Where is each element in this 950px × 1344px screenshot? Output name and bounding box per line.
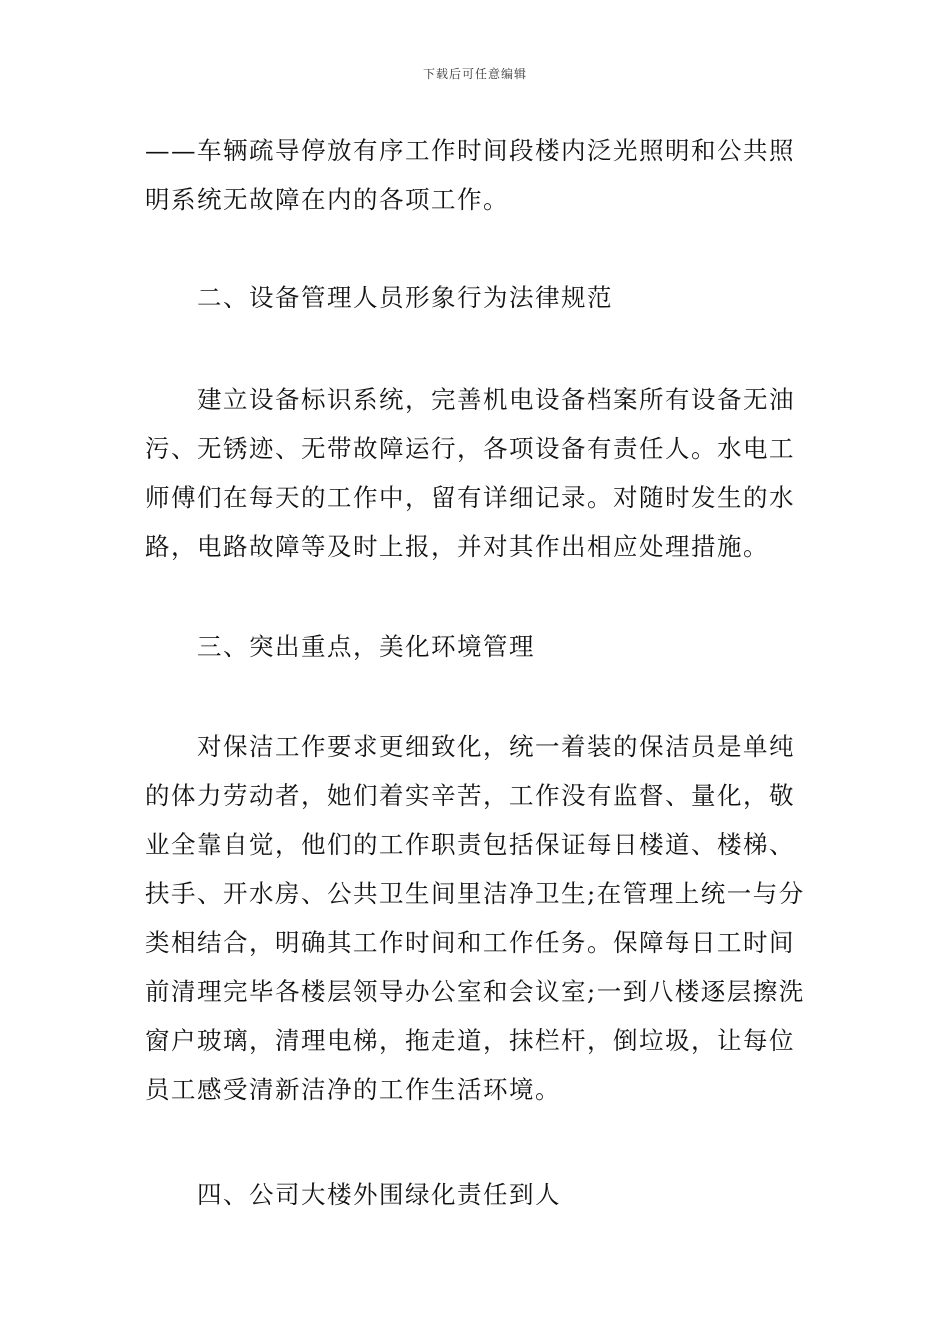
section-heading-4: 四、公司大楼外围绿化责任到人	[197, 1180, 561, 1209]
paragraph-line: 建立设备标识系统，完善机电设备档案所有设备无油	[197, 385, 795, 414]
paragraph-line: 路，电路故障等及时上报，并对其作出相应处理措施。	[145, 532, 769, 561]
intro-paragraph	[145, 126, 810, 224]
section-3-paragraph	[145, 722, 810, 1114]
paragraph-line: 员工感受清新洁净的工作生活环境。	[145, 1075, 561, 1104]
paragraph-line: 的体力劳动者，她们着实辛苦，工作没有监督、量化，敬	[145, 781, 795, 810]
paragraph-line: 明系统无故障在内的各项工作。	[145, 185, 509, 214]
paragraph-line: 类相结合，明确其工作时间和工作任务。保障每日工时间	[145, 928, 795, 957]
section-heading-2: 二、设备管理人员形象行为法律规范	[197, 283, 613, 312]
page-header: 下载后可任意编辑	[422, 67, 527, 81]
paragraph-line: 窗户玻璃，清理电梯，拖走道，抹栏杆，倒垃圾，让每位	[145, 1026, 795, 1055]
section-2-paragraph	[145, 375, 810, 571]
paragraph-line: 前清理完毕各楼层领导办公室和会议室;一到八楼逐层擦洗	[145, 977, 805, 1006]
section-heading-3: 三、突出重点，美化环境管理	[197, 632, 535, 661]
paragraph-line: ——车辆疏导停放有序工作时间段楼内泛光照明和公共照	[145, 136, 795, 165]
paragraph-line: 扶手、开水房、公共卫生间里洁净卫生;在管理上统一与分	[145, 879, 805, 908]
paragraph-line: 师傅们在每天的工作中，留有详细记录。对随时发生的水	[145, 483, 795, 512]
paragraph-line: 对保洁工作要求更细致化，统一着装的保洁员是单纯	[197, 732, 795, 761]
paragraph-line: 污、无锈迹、无带故障运行，各项设备有责任人。水电工	[145, 434, 795, 463]
paragraph-line: 业全靠自觉，他们的工作职责包括保证每日楼道、楼梯、	[145, 830, 795, 859]
